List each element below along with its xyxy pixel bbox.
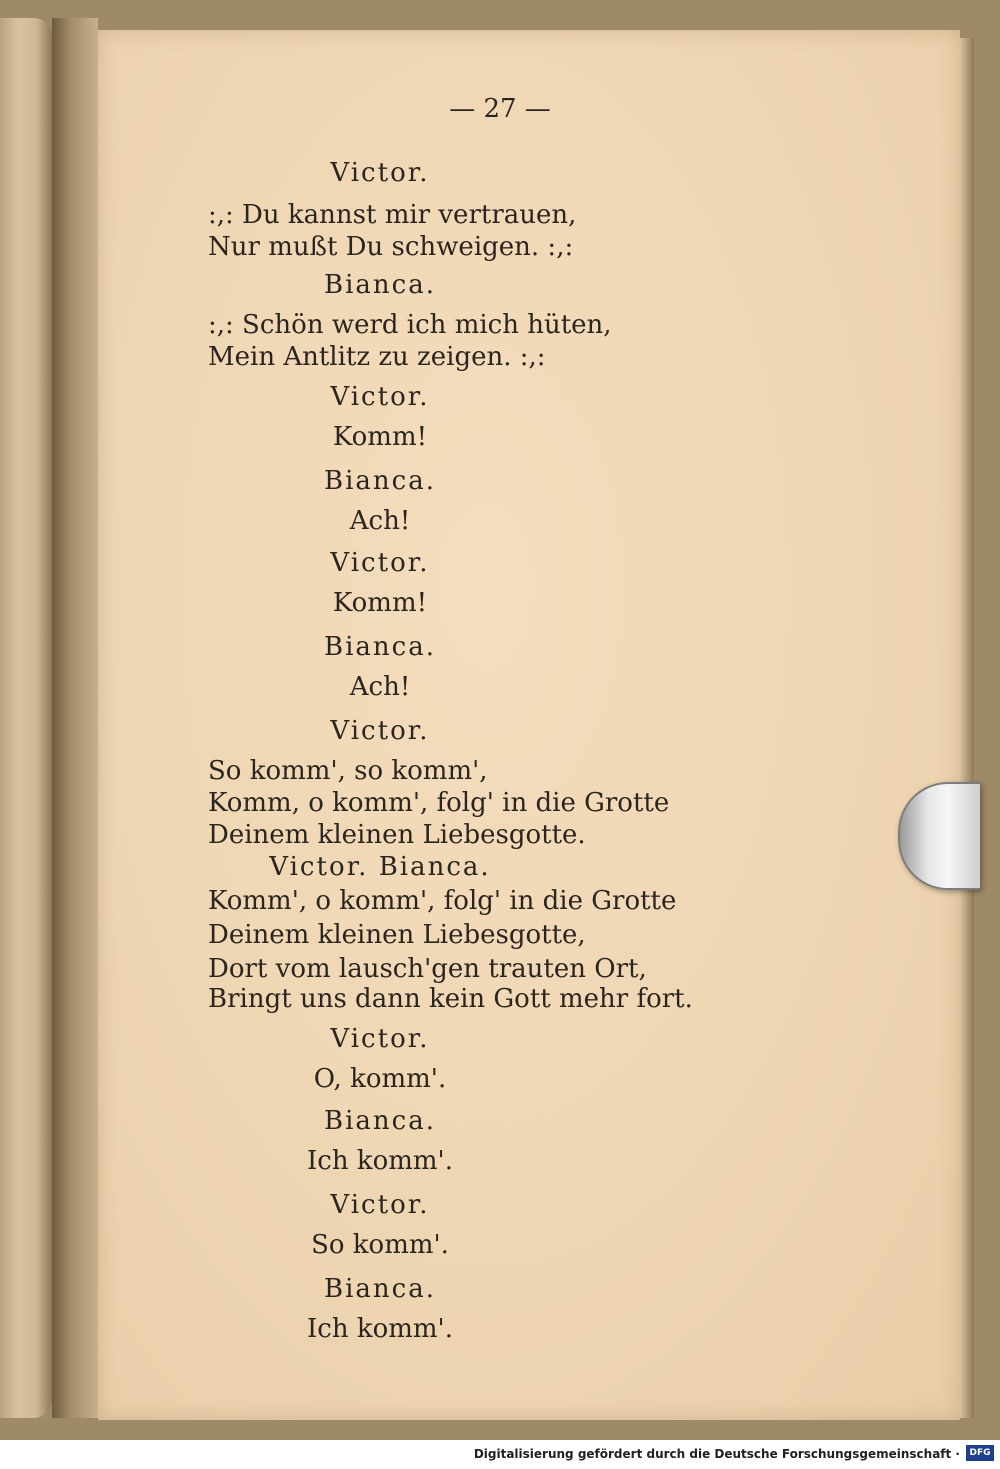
speaker-label: Victor. [330, 716, 430, 746]
verse-line: Deinem kleinen Liebesgotte, [208, 920, 586, 950]
spoken-line: Ich komm'. [307, 1314, 453, 1344]
verse-line: :,: Du kannst mir vertrauen, [208, 200, 577, 230]
verse-line: Dort vom lausch'gen trauten Ort, [208, 954, 647, 984]
speaker-label: Victor. Bianca. [269, 852, 491, 882]
verse-line: So komm', so komm', [208, 756, 488, 786]
spoken-line: So komm'. [311, 1230, 449, 1260]
spoken-line: Ich komm'. [307, 1146, 453, 1176]
verse-line: :,: Schön werd ich mich hüten, [208, 310, 612, 340]
speaker-label: Victor. [330, 382, 430, 412]
verse-line: Nur mußt Du schweigen. :,: [208, 232, 574, 262]
page-stack-edge [960, 38, 974, 1418]
speaker-label: Victor. [330, 1024, 430, 1054]
verse-line: Mein Antlitz zu zeigen. :,: [208, 342, 546, 372]
page-clip [898, 782, 980, 890]
speaker-label: Bianca. [324, 270, 436, 300]
speaker-label: Bianca. [324, 1274, 436, 1304]
speaker-label: Victor. [330, 548, 430, 578]
page-number: — 27 — [449, 94, 551, 124]
funding-notice: Digitalisierung gefördert durch die Deutsche Forschungsgemeinschaft · [473, 1447, 960, 1461]
verse-line: Komm', o komm', folg' in die Grotte [208, 886, 677, 916]
speaker-label: Bianca. [324, 466, 436, 496]
spoken-line: Ach! [349, 672, 411, 702]
verse-line: Komm, o komm', folg' in die Grotte [208, 788, 670, 818]
dfg-logo-icon: DFG [966, 1445, 994, 1461]
verse-line: Deinem kleinen Liebesgotte. [208, 820, 586, 850]
speaker-label: Victor. [330, 1190, 430, 1220]
speaker-label: Bianca. [324, 632, 436, 662]
spoken-line: Ach! [349, 506, 411, 536]
footer-bar [0, 1440, 1000, 1469]
verse-line: Bringt uns dann kein Gott mehr fort. [208, 984, 693, 1014]
speaker-label: Bianca. [324, 1106, 436, 1136]
spoken-line: Komm! [332, 588, 428, 618]
speaker-label: Victor. [330, 158, 430, 188]
spoken-line: O, komm'. [313, 1064, 447, 1094]
spoken-line: Komm! [332, 422, 428, 452]
